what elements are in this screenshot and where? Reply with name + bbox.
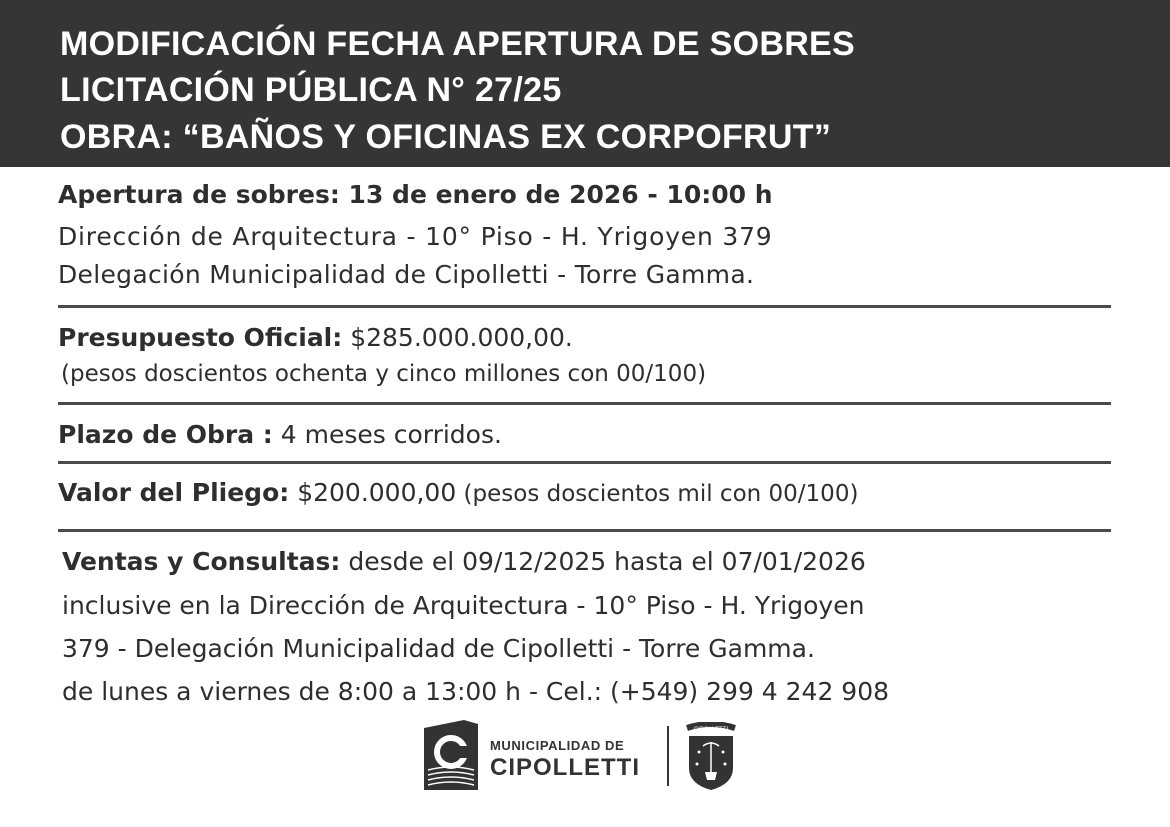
- divider-1: [58, 305, 1111, 308]
- city-coat-of-arms-icon: [681, 722, 741, 792]
- ventas-line-2: inclusive en la Dirección de Arquitectura - 10° Piso - H. Yrigoyen: [62, 591, 865, 620]
- ventas-label: Ventas y Consultas:: [62, 547, 341, 576]
- crest-text: CIPOLLETTI: [693, 727, 729, 733]
- plazo-value: 4 meses corridos.: [272, 420, 502, 449]
- ventas-dates: desde el 09/12/2025 hasta el 07/01/2026: [340, 547, 866, 576]
- logo-divider: [667, 726, 669, 786]
- ventas-line-4: de lunes a viernes de 8:00 a 13:00 h - Cel.: (+549) 299 4 242 908: [62, 677, 890, 706]
- header-title-line-2: LICITACIÓN PÚBLICA N° 27/25: [60, 71, 562, 109]
- apertura-address-line-1: Dirección de Arquitectura - 10° Piso - H. Yrigoyen 379: [58, 222, 773, 251]
- logo-text-main: CIPOLLETTI: [490, 754, 640, 781]
- pliego-words: (pesos doscientos mil con 00/100): [456, 481, 859, 507]
- apertura-address-line-2: Delegación Municipalidad de Cipolletti - Torre Gamma.: [58, 260, 755, 289]
- logo-text-top: MUNICIPALIDAD DE: [490, 738, 625, 753]
- municipality-logo: [424, 720, 744, 792]
- presupuesto-value: $285.000.000,00.: [342, 323, 573, 352]
- pliego-value: $200.000,00: [289, 478, 457, 507]
- header-title-line-1: MODIFICACIÓN FECHA APERTURA DE SOBRES: [60, 25, 856, 63]
- presupuesto-label: Presupuesto Oficial:: [58, 323, 343, 352]
- divider-2: [58, 402, 1111, 405]
- divider-3: [58, 461, 1111, 464]
- header-banner: [0, 0, 1170, 167]
- plazo-label: Plazo de Obra :: [58, 420, 273, 449]
- municipal-c-logo-icon: [424, 720, 478, 790]
- divider-4: [58, 529, 1111, 532]
- presupuesto-words: (pesos doscientos ochenta y cinco millones con 00/100): [61, 361, 707, 387]
- pliego-label: Valor del Pliego:: [58, 478, 290, 507]
- ventas-line-3: 379 - Delegación Municipalidad de Cipolletti - Torre Gamma.: [62, 634, 815, 663]
- header-title-line-3: OBRA: “BAÑOS Y OFICINAS EX CORPOFRUT”: [60, 118, 832, 156]
- apertura-label: Apertura de sobres: 13 de enero de 2026 - 10:00 h: [58, 180, 773, 209]
